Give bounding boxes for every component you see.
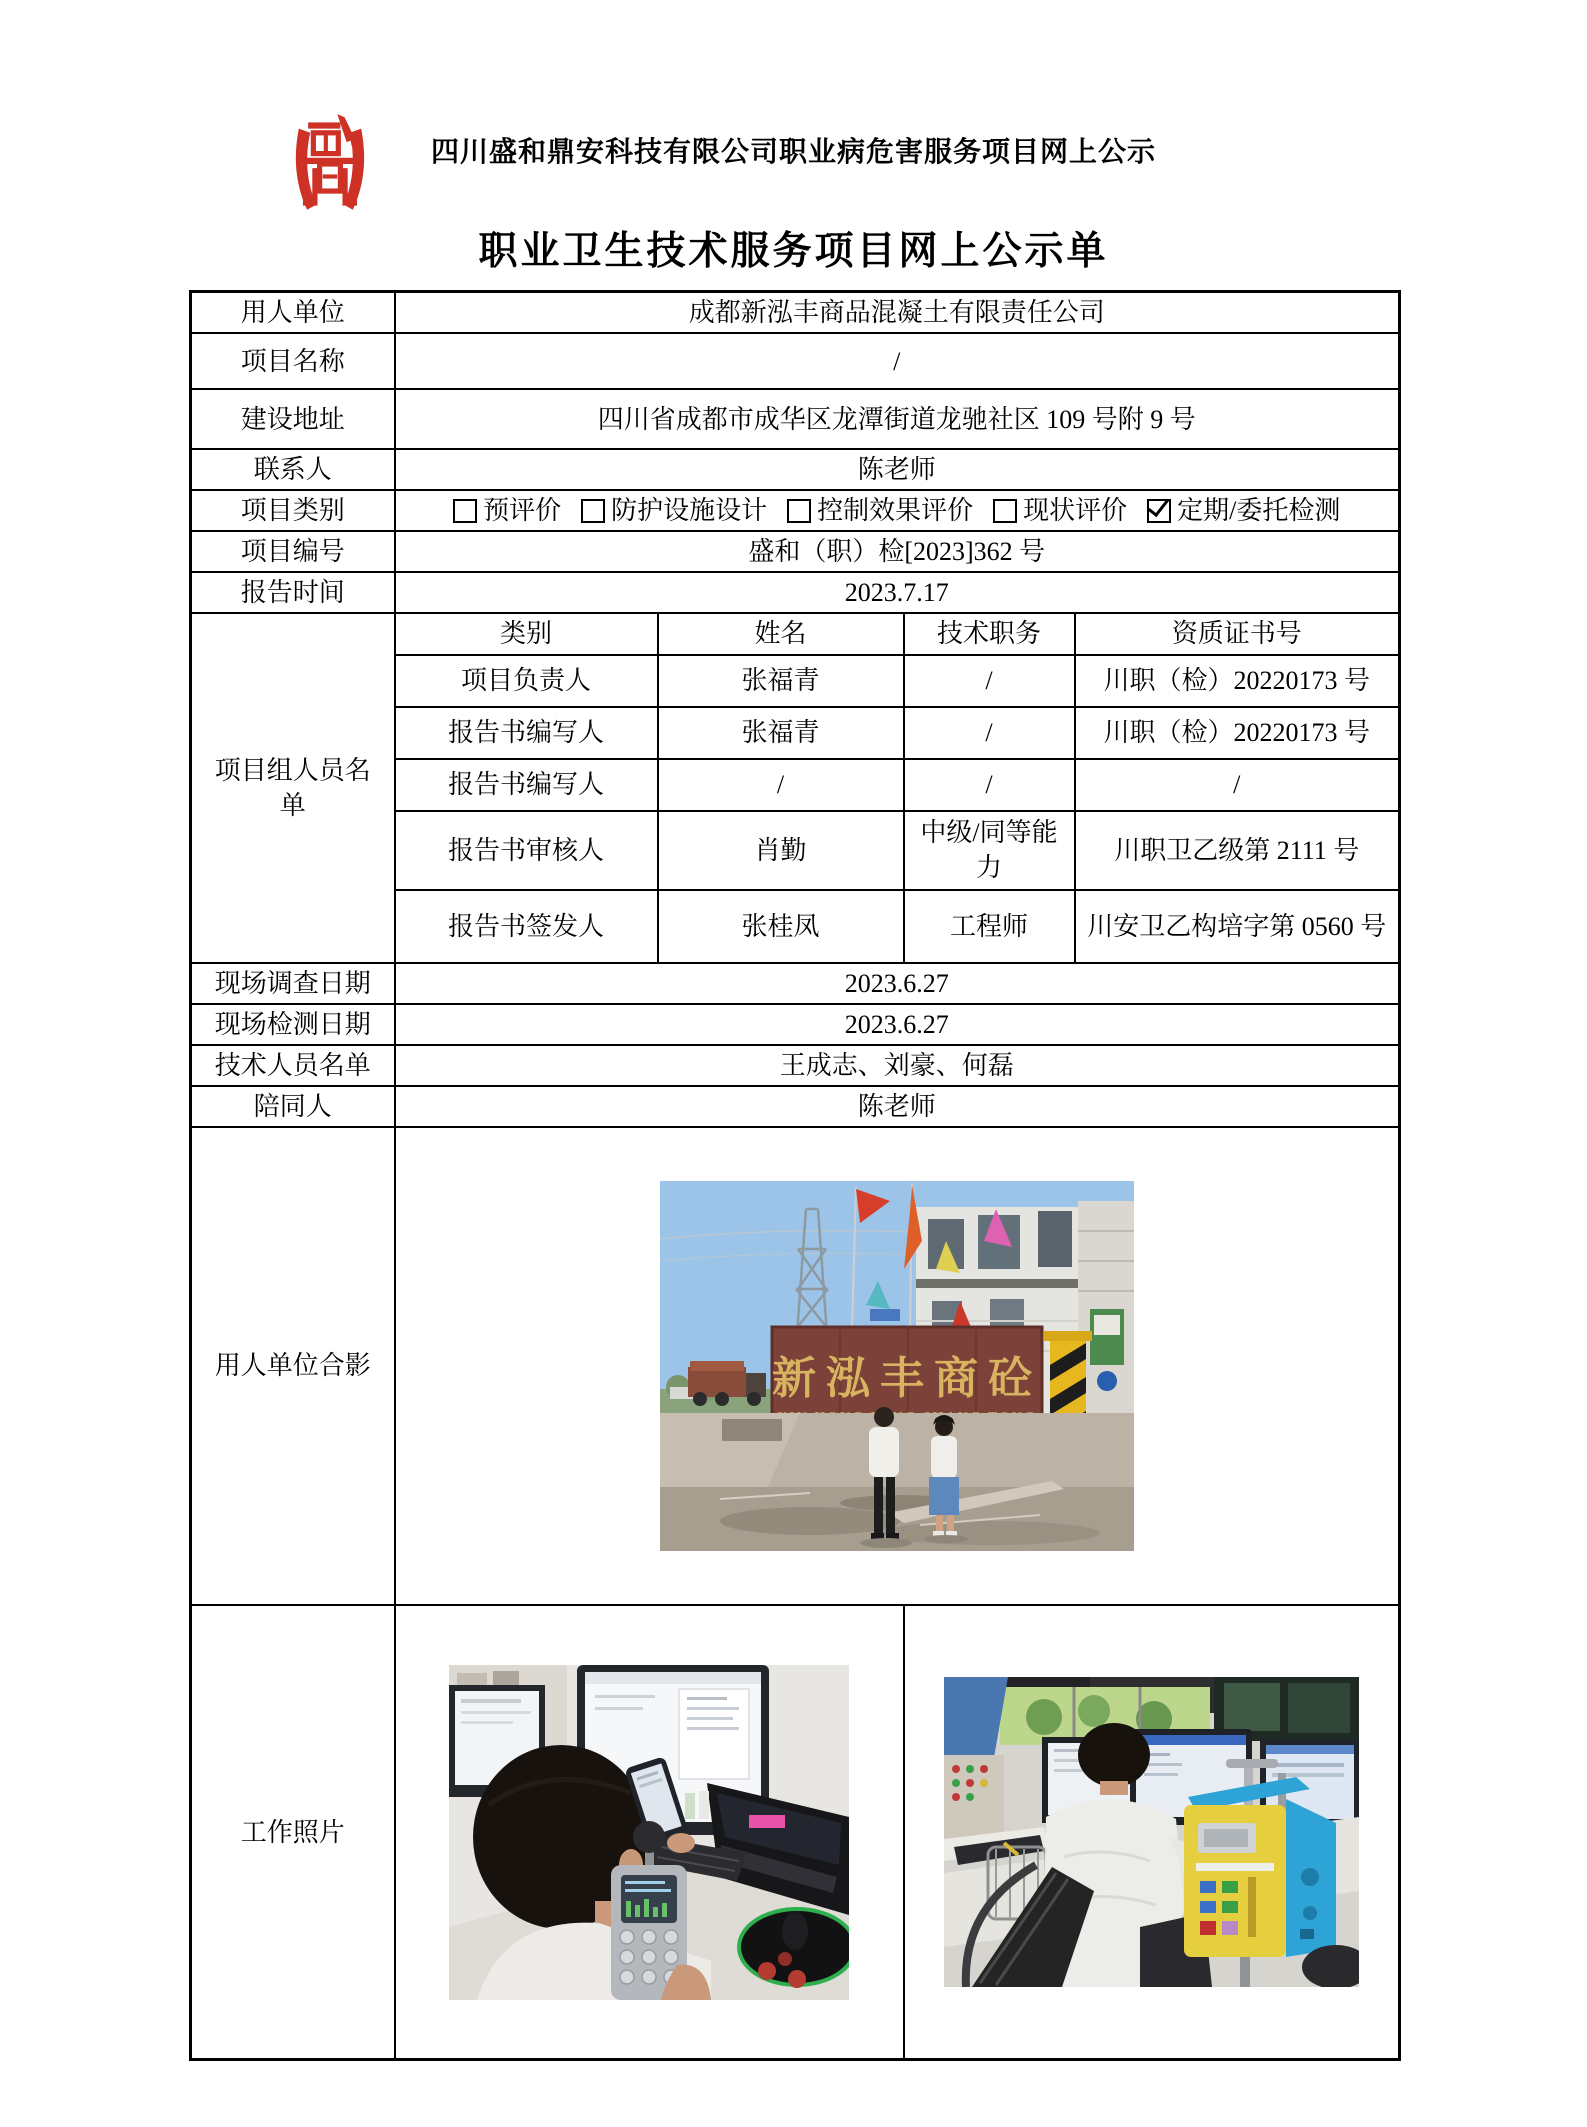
page-title: 职业卫生技术服务项目网上公示单 [478,230,1109,273]
row-work-photos [191,1605,1400,2060]
category-option-label: 定期/委托检测 [1177,496,1341,526]
team-name: / [658,759,904,811]
team-role: 报告书审核人 [395,811,658,890]
field-label-report-time: 报告时间 [191,572,395,613]
category-option-protective-design [581,493,767,528]
team-title: / [904,759,1075,811]
sign-text: 新泓丰商砼 [771,1353,1042,1403]
field-value-category [395,490,1400,531]
field-label-survey-date: 现场调查日期 [191,963,395,1004]
team-cert: 川职（检）20220173 号 [1075,707,1400,759]
field-value-project-name: / [395,333,1400,389]
row-employer [191,292,1400,334]
field-label-companion: 陪同人 [191,1086,395,1127]
field-value-contact: 陈老师 [395,449,1400,490]
row-report-time [191,572,1400,613]
field-label-work-photos: 工作照片 [191,1605,395,2060]
field-label-contact: 联系人 [191,449,395,490]
team-col-header-name: 姓名 [658,613,904,654]
work-photo-left-cell [395,1605,904,2060]
field-label-category: 项目类别 [191,490,395,531]
team-title: / [904,707,1075,759]
team-name: 张福青 [658,707,904,759]
checkbox-control-effect [787,499,811,523]
field-value-report-time: 2023.7.17 [395,572,1400,613]
field-value-survey-date: 2023.6.27 [395,963,1400,1004]
team-role: 报告书编写人 [395,759,658,811]
field-label-project-name: 项目名称 [191,333,395,389]
row-category [191,490,1400,531]
field-value-detect-date: 2023.6.27 [395,1004,1400,1045]
field-value-technicians: 王成志、刘豪、何磊 [395,1045,1400,1086]
category-option-label: 防护设施设计 [611,496,768,526]
checkbox-pre-evaluation [453,499,477,523]
checkbox-protective-design [581,499,605,523]
team-cert: 川职（检）20220173 号 [1075,655,1400,707]
work-photo-right-cell [904,1605,1400,2060]
field-value-companion: 陈老师 [395,1086,1400,1127]
field-label-team: 项目组人员名单 [191,613,395,962]
field-label-employer: 用人单位 [191,292,395,334]
field-value-address: 四川省成都市成华区龙潭街道龙驰社区 109 号附 9 号 [395,389,1400,449]
work-photo-noise-meter [449,1665,849,2000]
team-name: 张福青 [658,655,904,707]
team-cert: / [1075,759,1400,811]
team-cert: 川职卫乙级第 2111 号 [1075,811,1400,890]
company-banner: 四川盛和鼎安科技有限公司职业病危害服务项目网上公示 [430,137,1156,168]
team-title: / [904,655,1075,707]
category-option-label: 预评价 [483,496,562,526]
category-option-pre-evaluation [453,493,561,528]
category-option-control-effect [787,493,973,528]
work-photo-dust-sampler [944,1677,1359,1987]
row-address [191,389,1400,449]
checkbox-status-evaluation [993,499,1017,523]
team-col-header-role: 类别 [395,613,658,654]
field-value-employer: 成都新泓丰商品混凝土有限责任公司 [395,292,1400,334]
publicity-form-table [189,290,1401,2061]
field-label-detect-date: 现场检测日期 [191,1004,395,1045]
row-contact [191,449,1400,490]
row-companion [191,1086,1400,1127]
team-role: 项目负责人 [395,655,658,707]
field-label-address: 建设地址 [191,389,395,449]
category-option-status-evaluation [993,493,1127,528]
field-label-technicians: 技术人员名单 [191,1045,395,1086]
team-cert: 川安卫乙构培字第 0560 号 [1075,890,1400,963]
control-panel [944,1755,1004,1839]
row-survey-date [191,963,1400,1004]
field-value-project-no: 盛和（职）检[2023]362 号 [395,531,1400,572]
team-role: 报告书编写人 [395,707,658,759]
category-option-periodic-test [1147,493,1340,528]
category-option-label: 现状评价 [1023,496,1128,526]
field-label-project-no: 项目编号 [191,531,395,572]
team-role: 报告书签发人 [395,890,658,963]
group-photo-cell [395,1127,1400,1605]
row-group-photo [191,1127,1400,1605]
team-title: 中级/同等能力 [904,811,1075,890]
row-project-no [191,531,1400,572]
category-option-label: 控制效果评价 [817,496,974,526]
team-col-header-cert: 资质证书号 [1075,613,1400,654]
checkbox-periodic-test [1147,499,1171,523]
row-project-name [191,333,1400,389]
row-team-header [191,613,1400,654]
field-label-group-photo: 用人单位合影 [191,1127,395,1605]
team-col-header-title: 技术职务 [904,613,1075,654]
company-group-photo [660,1181,1134,1551]
team-name: 张桂凤 [658,890,904,963]
row-technicians [191,1045,1400,1086]
team-name: 肖勤 [658,811,904,890]
team-title: 工程师 [904,890,1075,963]
row-detect-date [191,1004,1400,1045]
